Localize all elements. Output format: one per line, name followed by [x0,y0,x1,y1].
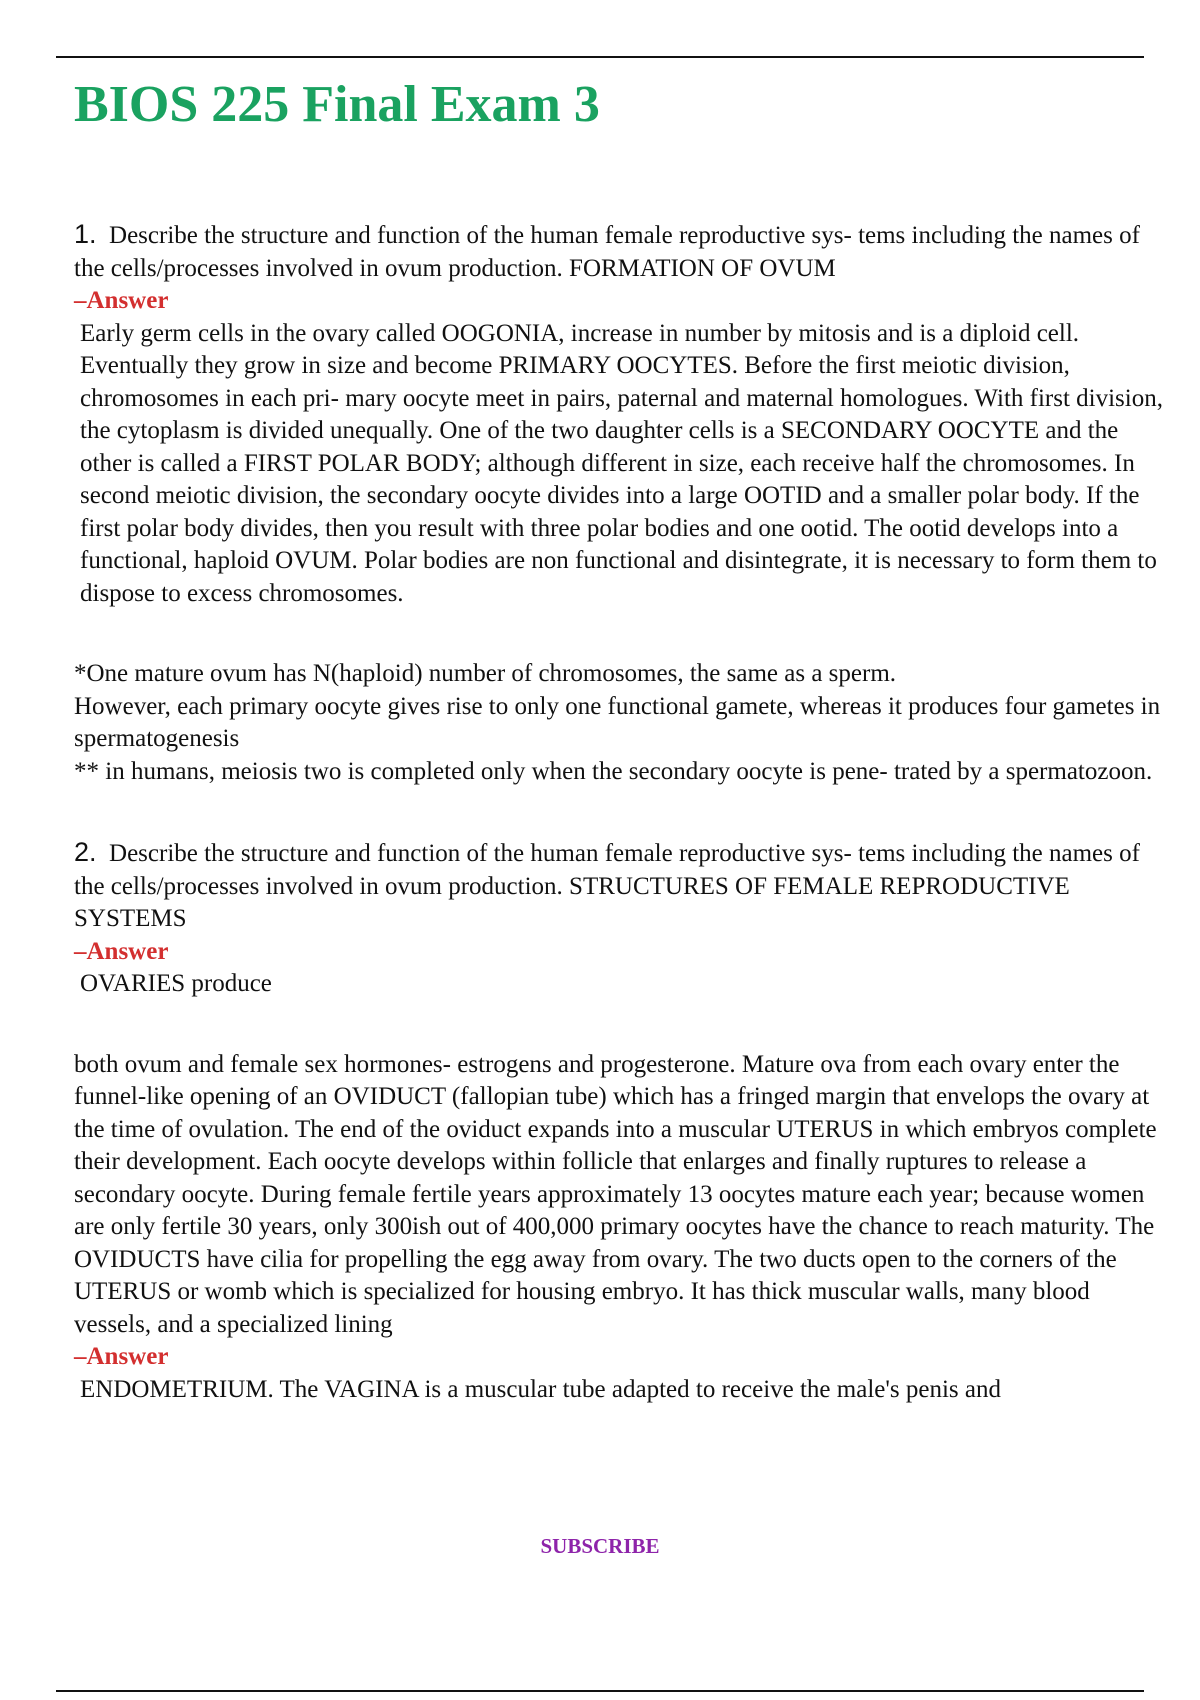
spacer [74,610,1164,658]
question-text: Describe the structure and function of the human female reproductive sys- tems including the names of the cells/processes involved in ovum production. FORMATION OF OVUM [74,222,1140,282]
question-text: Describe the structure and function of the human female reproductive sys- tems including the names of the cells/processes involved in ovum production. STRUCTURES OF FEMALE REPRODUCTIVE SYSTEMS [74,840,1140,932]
answer-label: –Answer [74,1343,169,1370]
note-text: However, each primary oocyte gives rise to only one functional gamete, whereas it produces four gametes in spermatogenesis [74,692,1161,752]
top-rule [56,56,1144,58]
answer-text: Early germ cells in the ovary called OOGONIA, increase in number by mitosis and is a diploid cell. Eventually they grow in size and become PRIMARY OOCYTES. Before the first meiotic division, chromosomes in each pri- mary oocyte meet in pairs, paternal and maternal homologues. With first division, the cytoplasm is divided unequally. One of the two daughter cells is a SECONDARY OOCYTE and the other is called a FIRST POLAR BODY; although different in size, each receive half the chromosomes. In second meiotic division, the secondary oocyte divides into a large OOTID and a smaller polar body. If the first polar body divides, then you result with three polar bodies and one ootid. The ootid develops into a functional, haploid OVUM. Polar bodies are non functional and disintegrate, it is necessary to form them to dispose to excess chromosomes. [80,319,1163,607]
question-2-prompt [74,836,1164,936]
spacer [74,788,1164,836]
spacer [74,1001,1164,1049]
note-text: *One mature ovum has N(haploid) number of chromosomes, the same as a sperm. [74,660,897,687]
subscribe-link[interactable]: SUBSCRIBE [540,1534,660,1558]
answer-label: –Answer [74,287,169,314]
note-text: ** in humans, meiosis two is completed only when the secondary oocyte is pene- trated by a spermatozoon. [74,757,1153,785]
document-body [74,218,1164,1406]
answer-continuation: both ovum and female sex hormones- estrogens and progesterone. Mature ova from each ovary enter the funnel-like opening of an OVIDUCT (fallopian tube) which has a fringed margin that envelops the ovary at the time of ovulation. The end of the oviduct expands into a muscular UTERUS in which embryos complete their development. Each oocyte develops within follicle that enlarges and finally ruptures to release a secondary oocyte. During female fertile years approximately 13 oocytes mature each year; because women are only fertile 30 years, only 300ish out of 400,000 primary oocytes have the chance to reach maturity. The OVIDUCTS have cilia for propelling the egg away from ovary. The two ducts open to the corners of the UTERUS or womb which is specialized for housing embryo. It has thick muscular walls, many blood vessels, and a specialized lining [74,1050,1157,1338]
question-number: 1. [74,219,97,249]
answer-text: OVARIES produce [80,970,272,997]
question-1-prompt [74,218,1164,285]
question-2 [74,836,1164,1406]
answer-text: ENDOMETRIUM. The VAGINA is a muscular tube adapted to receive the male's penis and [80,1375,1001,1403]
bottom-rule [56,1690,1144,1692]
page-title: BIOS 225 Final Exam 3 [74,76,600,133]
answer-label: –Answer [74,937,169,965]
question-1 [74,218,1164,788]
question-number: 2. [74,837,97,867]
